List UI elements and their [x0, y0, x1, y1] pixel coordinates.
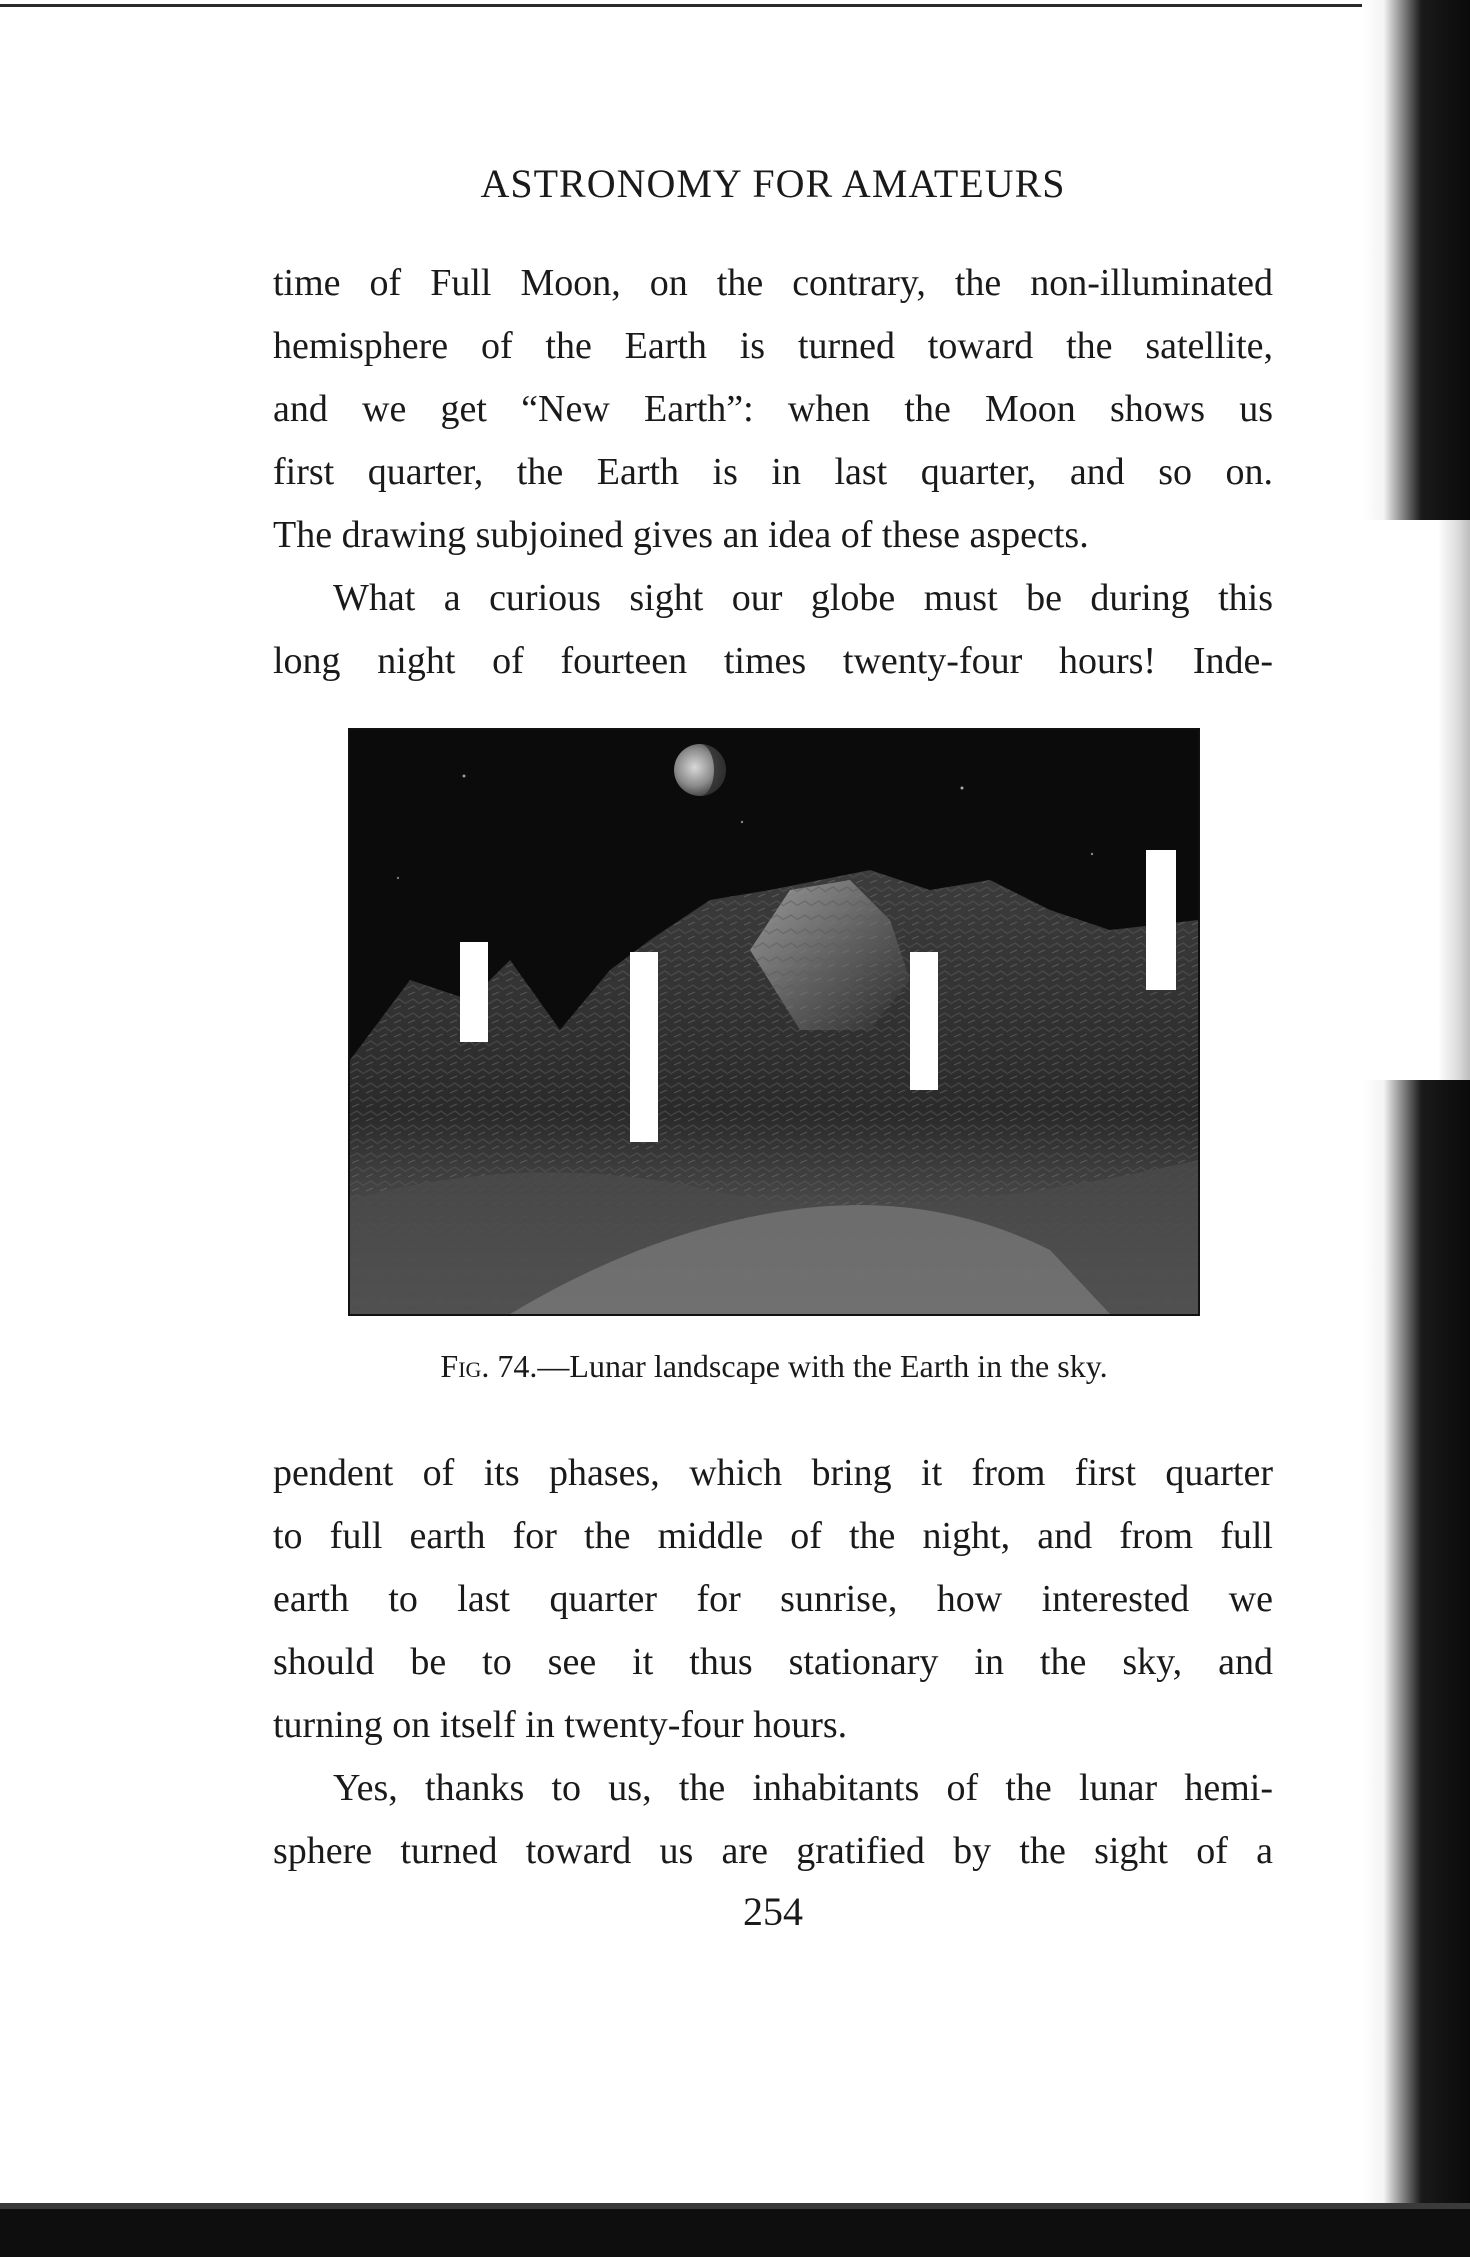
text-line: earth to last quarter for sunrise, how interested we	[273, 1578, 1273, 1620]
page-number: 254	[743, 1889, 803, 1934]
figure-caption	[348, 1348, 1200, 1385]
text-line: hemisphere of the Earth is turned toward the satellite,	[273, 325, 1273, 367]
scan-top-rule	[0, 4, 1420, 7]
lunar-landscape-illustration	[350, 730, 1198, 1314]
paragraph-2	[273, 567, 1273, 693]
text-line: turning on itself in twenty-four hours.	[273, 1704, 848, 1746]
light-gap	[1146, 850, 1176, 990]
text-line: The drawing subjoined gives an idea of these aspects.	[273, 514, 1089, 556]
scan-bottom-band-edge	[0, 2203, 1470, 2209]
lunar-landscape-figure	[348, 728, 1200, 1316]
text-line: and we get “New Earth”: when the Moon shows us	[273, 388, 1273, 430]
figure-caption-text: —Lunar landscape with the Earth in the sky.	[537, 1348, 1108, 1384]
paragraph-4	[273, 1757, 1273, 1883]
light-gap	[630, 952, 658, 1142]
scan-bottom-band	[0, 2203, 1470, 2257]
text-line: should be to see it thus stationary in the sky, and	[273, 1641, 1273, 1683]
figure-label: Fig. 74.	[440, 1348, 538, 1384]
paragraph-1	[273, 252, 1273, 567]
text-line: sphere turned toward us are gratified by the sight of a	[273, 1830, 1273, 1872]
text-line: to full earth for the middle of the night, and from full	[273, 1515, 1273, 1557]
star	[741, 821, 743, 823]
text-line: pendent of its phases, which bring it from first quarter	[273, 1452, 1273, 1494]
text-line: What a curious sight our globe must be during this	[333, 577, 1273, 619]
star	[397, 877, 399, 879]
scan-right-edge-shadow	[1362, 0, 1470, 2257]
text-line: time of Full Moon, on the contrary, the non-illuminated	[273, 262, 1273, 304]
text-line: Yes, thanks to us, the inhabitants of the lunar hemi-	[333, 1767, 1273, 1809]
running-head: ASTRONOMY FOR AMATEURS	[480, 161, 1066, 206]
text-line: first quarter, the Earth is in last quarter, and so on.	[273, 451, 1273, 493]
paragraph-3	[273, 1442, 1273, 1757]
star	[463, 775, 466, 778]
text-line: long night of fourteen times twenty-four hours! Inde-	[273, 640, 1273, 682]
light-gap	[460, 942, 488, 1042]
light-gap	[910, 952, 938, 1090]
scan-right-edge-highlight	[1362, 520, 1470, 1080]
star	[1091, 853, 1093, 855]
star	[961, 787, 964, 790]
